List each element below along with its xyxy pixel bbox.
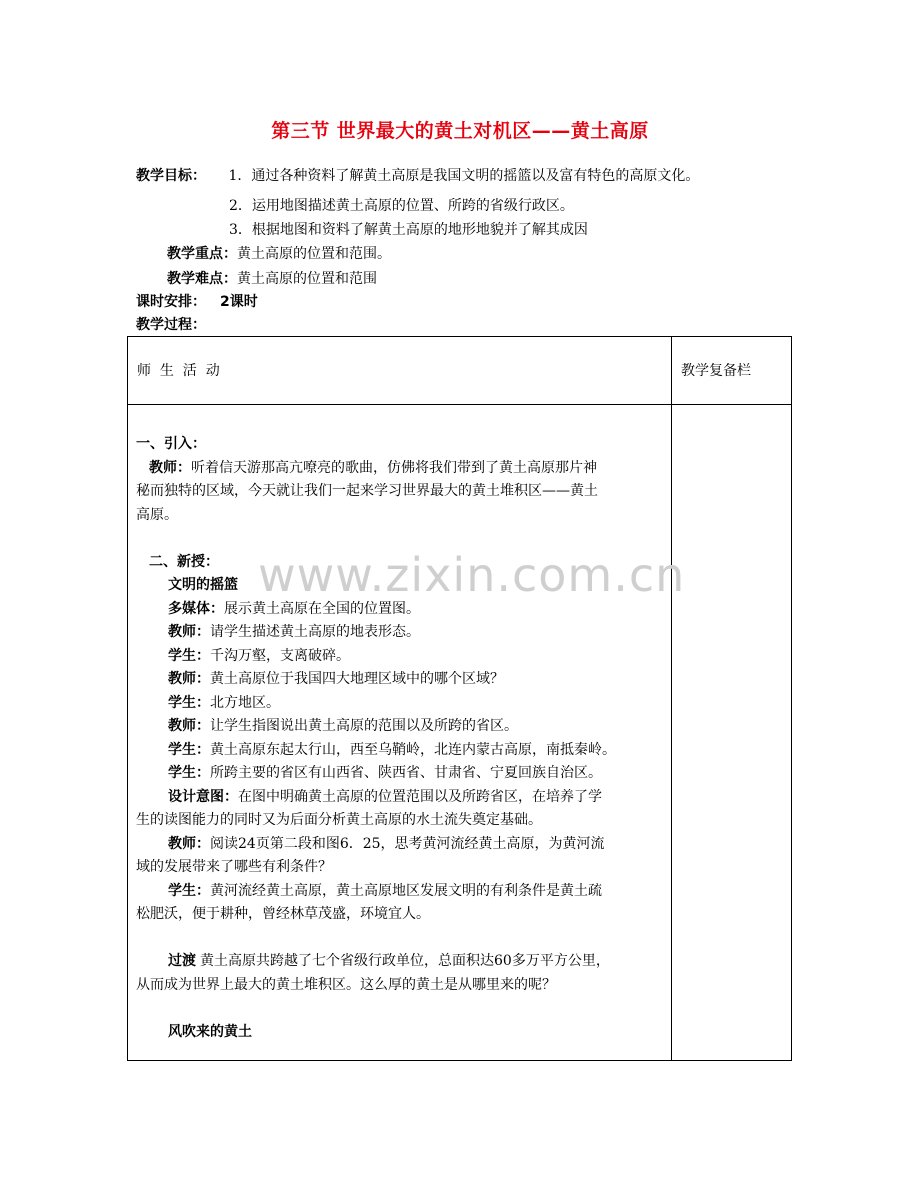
objectives-label: 教学目标：	[136, 168, 206, 184]
speaker: 教师：	[168, 835, 210, 852]
dialog-line	[136, 598, 668, 622]
intro-para-line	[136, 457, 668, 481]
key-point-text: 黄土高原的位置和范围。	[237, 246, 391, 262]
speaker: 教师：	[149, 459, 191, 476]
process-label: 教学过程：	[136, 317, 206, 333]
speaker: 教师：	[168, 671, 210, 687]
student-line	[136, 880, 668, 904]
design-line: 生的读图能力的同时又为后面分析黄土高原的水土流失奠定基础。	[136, 812, 542, 828]
subheading-cradle: 文明的摇篮	[168, 577, 238, 593]
objective-item: 2．运用地图描述黄土高原的位置、所跨的省级行政区。	[229, 198, 574, 214]
design-line	[136, 786, 668, 810]
page-title: 第三节 世界最大的黄土对机区——黄土高原	[271, 120, 649, 142]
dialog-line	[136, 762, 668, 786]
key-point-label: 教学重点：	[167, 246, 237, 262]
schedule-label: 课时安排：	[136, 294, 206, 310]
objective-item: 3．根据地图和资料了解黄土高原的地形地貌并了解其成因	[229, 222, 588, 238]
dialog-line	[136, 645, 668, 669]
spacer	[136, 997, 668, 1021]
speaker: 多媒体：	[168, 600, 224, 617]
objectives-row-1	[136, 166, 699, 186]
dialog-text: 北方地区。	[210, 694, 280, 711]
difficulty-label: 教学难点：	[167, 271, 237, 287]
transition-line	[136, 950, 668, 974]
difficulty-text: 黄土高原的位置和范围	[237, 271, 377, 287]
teacher-line: 域的发展带来了哪些有利条件？	[136, 859, 332, 875]
speaker: 教师：	[168, 624, 210, 640]
dialog-line	[136, 668, 668, 692]
dialog-text: 展示黄土高原在全国的位置图。	[224, 600, 420, 617]
column-divider	[671, 337, 672, 1060]
intro-heading: 一、引入：	[136, 436, 206, 452]
objective-item: 1．通过各种资料了解黄土高原是我国文明的摇篮以及富有特色的高原文化。	[228, 168, 700, 184]
speaker: 学生：	[168, 765, 210, 781]
dialog-line	[136, 692, 668, 716]
dialog-text: 请学生描述黄土高原的地表形态。	[210, 624, 420, 640]
watermark: www.zixin.com.cn	[258, 548, 686, 602]
dialog-text: 黄土高原东起太行山，西至乌鞘岭，北连内蒙古高原，南抵秦岭。	[210, 741, 616, 758]
header-divider	[128, 404, 791, 405]
student-line: 松肥沃，便于耕种，曾经林草茂盛，环境宜人。	[136, 906, 430, 922]
transition-line: 从而成为世界上最大的黄土堆积区。这么厚的黄土是从哪里来的呢？	[136, 976, 556, 993]
new-heading: 二、新授：	[149, 553, 219, 570]
difficulty-row	[167, 269, 377, 289]
intro-para-line: 秘而独特的区域，今天就让我们一起来学习世界最大的黄土堆积区——黄土	[136, 483, 598, 499]
dialog-text: 千沟万壑，支离破碎。	[210, 647, 350, 664]
speaker: 过渡	[168, 953, 196, 969]
transition-text: 黄土高原共跨越了七个省级行政单位，总面积达60多万平方公里，	[200, 953, 610, 969]
dialog-text: 让学生指图说出黄土高原的范围以及所跨的省区。	[210, 718, 518, 734]
speaker: 学生：	[168, 647, 210, 664]
intro-para-line: 高原。	[136, 506, 178, 523]
activities-content	[136, 433, 668, 1044]
dialog-line	[136, 715, 668, 739]
header-notes: 教学复备栏	[681, 363, 751, 379]
speaker: 学生：	[168, 882, 210, 899]
teacher-line	[136, 833, 668, 857]
header-activities: 师 生 活 动	[137, 363, 220, 379]
subheading-wind: 风吹来的黄土	[168, 1023, 252, 1040]
schedule-text: 2课时	[220, 294, 258, 310]
student-text: 黄河流经黄土高原，黄土高原地区发展文明的有利条件是黄土疏	[210, 882, 602, 899]
key-point-row	[167, 244, 391, 264]
process-table	[127, 336, 792, 1061]
design-text: 在图中明确黄土高原的位置范围以及所跨省区，在培养了学	[238, 788, 602, 805]
dialog-text: 黄土高原位于我国四大地理区域中的哪个区域？	[210, 671, 504, 687]
dialog-line	[136, 621, 668, 645]
dialog-text: 所跨主要的省区有山西省、陕西省、甘肃省、宁夏回族自治区。	[210, 765, 602, 781]
dialog-line	[136, 739, 668, 763]
spacer	[136, 927, 668, 951]
para-text: 听着信天游那高亢嘹亮的歌曲，仿佛将我们带到了黄土高原那片神	[191, 459, 597, 476]
speaker: 学生：	[168, 694, 210, 711]
speaker: 学生：	[168, 741, 210, 758]
speaker: 设计意图：	[168, 788, 238, 805]
schedule-row	[136, 292, 258, 312]
spacer	[136, 527, 668, 551]
speaker: 教师：	[168, 718, 210, 734]
teacher-text: 阅读24页第二段和图6．25，思考黄河流经黄土高原，为黄河流	[210, 835, 605, 852]
